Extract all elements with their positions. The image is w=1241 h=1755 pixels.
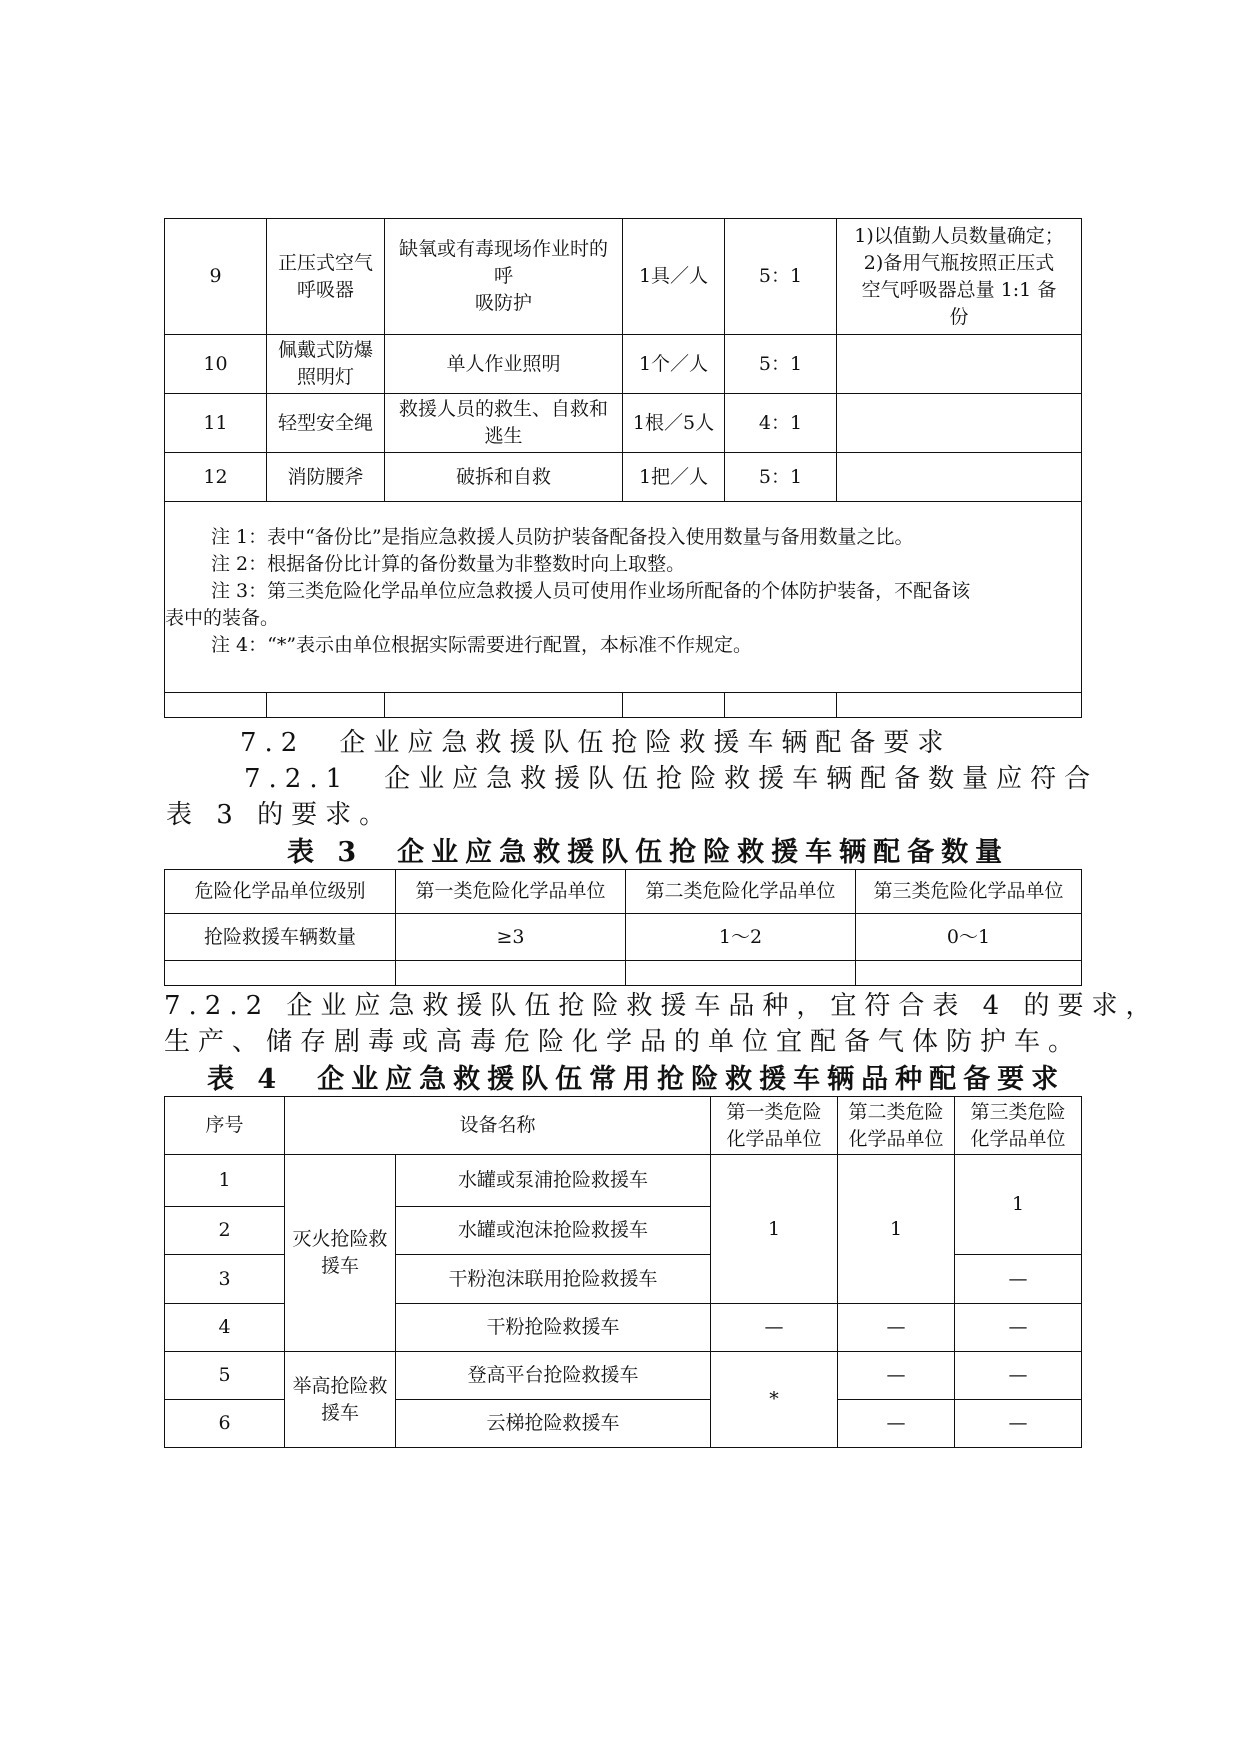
cell-value: ≥3 [396, 914, 626, 961]
remark [837, 335, 1082, 394]
equipment-name: 云梯抢险救援车 [396, 1400, 711, 1448]
remark [837, 394, 1082, 453]
column-header: 危险化学品单位级别 [165, 870, 396, 914]
equipment-use: 缺氧或有毒现场作业时的 呼 吸防护 [385, 219, 623, 335]
equipment-quantity: 1根／5人 [623, 394, 725, 453]
row-number: 4 [165, 1304, 285, 1352]
class3-value: — [955, 1255, 1082, 1304]
table-row [165, 1155, 1082, 1207]
class2-value: — [838, 1400, 955, 1448]
empty-row [165, 961, 1082, 986]
section-7-2-2-line1: 7.2.2 企业应急救援队伍抢险救援车品种，宜符合表 4 的要求， [164, 991, 1160, 1021]
vehicle-type-table [164, 1096, 1082, 1448]
table-row [165, 219, 1082, 335]
class2-value: — [838, 1304, 955, 1352]
equipment-name: 登高平台抢险救援车 [396, 1352, 711, 1400]
note-4: 注 4：“*”表示由单位根据实际需要进行配置，本标准不作规定。 [211, 634, 753, 656]
equipment-name: 干粉抢险救援车 [396, 1304, 711, 1352]
class2-value: 1 [838, 1155, 955, 1304]
row-number: 11 [165, 394, 267, 453]
section-7-2-heading: 7.2 企业应急救援队伍抢险救援车辆配备要求 [240, 728, 952, 758]
row-number: 3 [165, 1255, 285, 1304]
row-number: 6 [165, 1400, 285, 1448]
class3-value: 1 [955, 1155, 1082, 1255]
row-label: 抢险救援车辆数量 [165, 914, 396, 961]
row-number: 10 [165, 335, 267, 394]
empty-row [165, 693, 1082, 718]
backup-ratio: 5：1 [725, 335, 837, 394]
column-header: 第一类危险化学品单位 [396, 870, 626, 914]
equipment-name: 水罐或泡沫抢险救援车 [396, 1207, 711, 1255]
table-row [165, 394, 1082, 453]
note-2: 注 2：根据备份比计算的备份数量为非整数时向上取整。 [211, 553, 686, 575]
column-header-class2: 第二类危险 化学品单位 [838, 1097, 955, 1155]
equipment-name: 消防腰斧 [267, 453, 385, 502]
column-header-class3: 第三类危险 化学品单位 [955, 1097, 1082, 1155]
row-number: 12 [165, 453, 267, 502]
remark: 1)以值勤人员数量确定； 2)备用气瓶按照正压式 空气呼吸器总量 1:1 备 份 [837, 219, 1082, 335]
table-header-row [165, 1097, 1082, 1155]
class1-value: * [711, 1352, 838, 1448]
note-1: 注 1：表中“备份比”是指应急救援人员防护装备配备投入使用数量与备用数量之比。 [211, 526, 914, 548]
note-3-continued: 表中的装备。 [165, 607, 280, 629]
column-header: 第三类危险化学品单位 [856, 870, 1082, 914]
vehicle-quantity-table [164, 869, 1082, 986]
class2-value: — [838, 1352, 955, 1400]
equipment-table-continued [164, 218, 1082, 718]
backup-ratio: 5：1 [725, 453, 837, 502]
remark [837, 453, 1082, 502]
cell-value: 0～1 [856, 914, 1082, 961]
table-row [165, 453, 1082, 502]
equipment-use: 救援人员的救生、自救和 逃生 [385, 394, 623, 453]
table-row [165, 335, 1082, 394]
table-header-row [165, 870, 1082, 914]
equipment-name: 轻型安全绳 [267, 394, 385, 453]
table-row [165, 914, 1082, 961]
equipment-quantity: 1具／人 [623, 219, 725, 335]
class3-value: — [955, 1304, 1082, 1352]
column-header-name: 设备名称 [285, 1097, 711, 1155]
class3-value: — [955, 1400, 1082, 1448]
equipment-name: 干粉泡沫联用抢险救援车 [396, 1255, 711, 1304]
equipment-name: 佩戴式防爆 照明灯 [267, 335, 385, 394]
group-label-fire: 灭火抢险救 援车 [285, 1155, 396, 1352]
section-7-2-1-line1: 7.2.1 企业应急救援队伍抢险救援车辆配备数量应符合 [244, 764, 1099, 794]
backup-ratio: 4：1 [725, 394, 837, 453]
table-notes-row [165, 502, 1082, 693]
table-row [165, 1352, 1082, 1400]
backup-ratio: 5：1 [725, 219, 837, 335]
equipment-use: 单人作业照明 [385, 335, 623, 394]
equipment-use: 破拆和自救 [385, 453, 623, 502]
equipment-quantity: 1个／人 [623, 335, 725, 394]
row-number: 1 [165, 1155, 285, 1207]
row-number: 5 [165, 1352, 285, 1400]
table3-caption: 表 3 企业应急救援队伍抢险救援车辆配备数量 [287, 837, 1010, 868]
table-notes [165, 502, 1082, 693]
column-header: 第二类危险化学品单位 [626, 870, 856, 914]
class1-value: — [711, 1304, 838, 1352]
cell-value: 1～2 [626, 914, 856, 961]
group-label-lift: 举高抢险救 援车 [285, 1352, 396, 1448]
section-7-2-2-line2: 生产、储存剧毒或高毒危险化学品的单位宜配备气体防护车。 [164, 1027, 1083, 1057]
equipment-name: 正压式空气 呼吸器 [267, 219, 385, 335]
section-7-2-1-line2: 表 3 的要求。 [166, 800, 394, 830]
equipment-name: 水罐或泵浦抢险救援车 [396, 1155, 711, 1207]
equipment-quantity: 1把／人 [623, 453, 725, 502]
column-header-number: 序号 [165, 1097, 285, 1155]
class1-value: 1 [711, 1155, 838, 1304]
row-number: 2 [165, 1207, 285, 1255]
class3-value: — [955, 1352, 1082, 1400]
column-header-class1: 第一类危险 化学品单位 [711, 1097, 838, 1155]
note-3: 注 3：第三类危险化学品单位应急救援人员可使用作业场所配备的个体防护装备，不配备该 [211, 580, 971, 602]
table4-caption: 表 4 企业应急救援队伍常用抢险救援车辆品种配备要求 [207, 1064, 1066, 1095]
row-number: 9 [165, 219, 267, 335]
